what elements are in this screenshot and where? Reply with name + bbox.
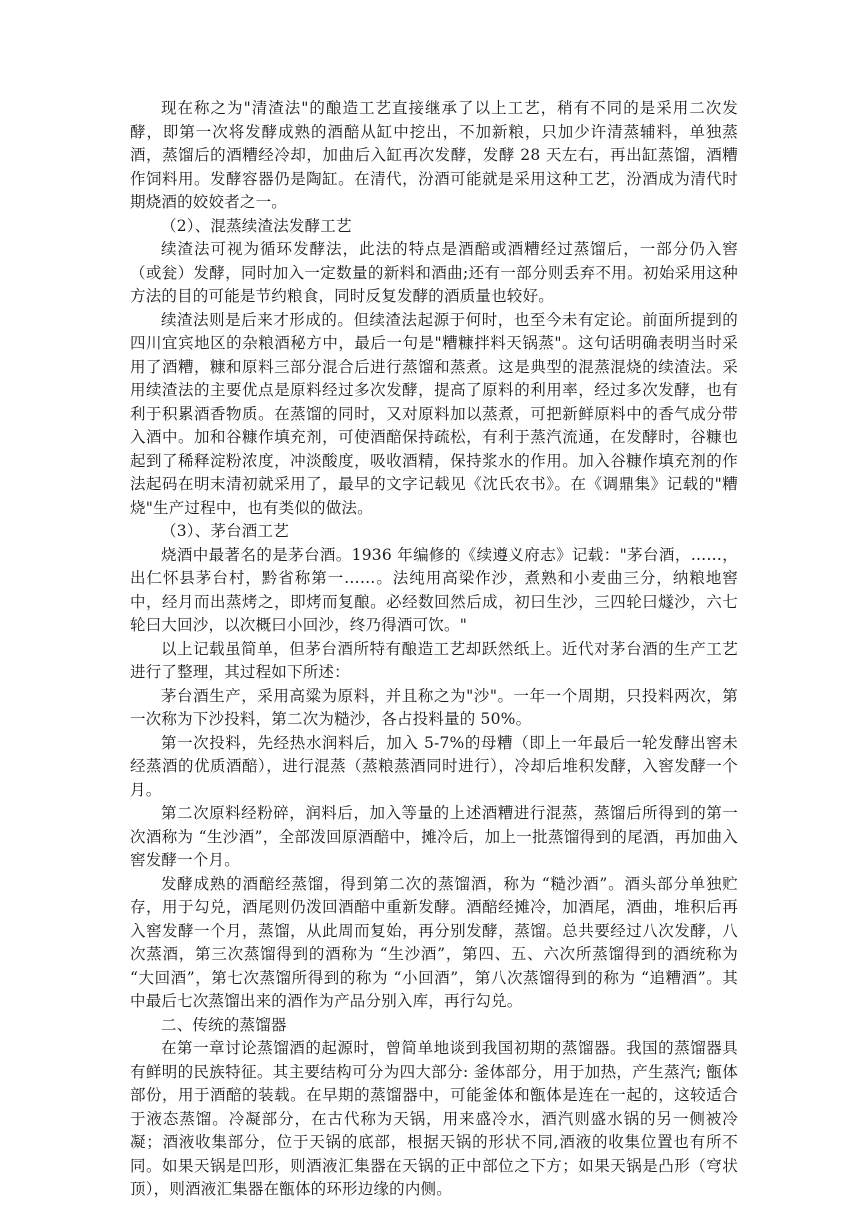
paragraph-maotai-summary: 以上记载虽简单，但茅台酒所特有酿造工艺却跃然纸上。近代对茅台酒的生产工艺进行了整理，其过程如下所述： — [130, 639, 738, 681]
paragraph-xuzha-origin: 续渣法则是后来才形成的。但续渣法起源于何时，也至今未有定论。前面所提到的四川宜宾地区的杂粮酒秘方中，最后一句是"糟糠拌料天锅蒸"。这句话明确表明当时采用了酒糟，糠和原料三部分混合后进行蒸馏和蒸煮。这是典型的混蒸混烧的续渣法。采用续渣法的主要优点是原料经过多次发酵，提高了原料的利用率，经过多次发酵，也有利于积累酒香物质。在蒸馏的同时，又对原料加以蒸煮，可把新鲜原料中的香气成分带入酒中。加和谷糠作填充剂，可使酒醅保持疏松，有利于蒸汽流通，在发酵时，谷糠也起到了稀释淀粉浓度，冲淡酸度，吸收酒精，保持浆水的作用。加入谷糠作填充剂的作法起码在明末清初就采用了，最早的文字记载见《沈氏农书》。在《调鼎集》记载的"糟烧"生产过程中，也有类似的做法。 — [130, 310, 738, 517]
paragraph-qingzha: 现在称之为"清渣法"的酿造工艺直接继承了以上工艺，稍有不同的是采用二次发酵，即第一次将发酵成熟的酒醅从缸中挖出，不加新粮，只加少许清蒸辅料，单独蒸酒，蒸馏后的酒糟经冷却，加曲后入缸再次发酵，发酵 28 天左右，再出缸蒸馏，酒糟作饲料用。发酵容器仍是陶缸。在清代，汾酒可能就是采用这种工艺，汾酒成为清代时期烧酒的姣姣者之一。 — [130, 99, 738, 211]
section-heading-2: （2）、混蒸续渣法发酵工艺 — [161, 216, 352, 235]
paragraph-maotai-production: 茅台酒生产，采用高粱为原料，并且称之为"沙"。一年一个周期，只投料两次，第一次称为下沙投料，第二次为糙沙，各占投料量的 50%。 — [130, 686, 738, 728]
section-heading-3: （3）、茅台酒工艺 — [161, 522, 289, 540]
paragraph-xuzha-definition: 续渣法可视为循环发酵法，此法的特点是酒醅或酒糟经过蒸馏后，一部分仍入窖（或瓮）发酵，同时加入一定数量的新料和酒曲;还有一部分则丢弃不用。初始采用这种方法的目的可能是节约粮食，同时反复发酵的酒质量也较好。 — [130, 240, 738, 305]
paragraph-distiller-structure: 在第一章讨论蒸馏酒的起源时，曾简单地谈到我国初期的蒸馏器。我国的蒸馏器具有鲜明的民族特征。其主要结构可分为四大部分: 釜体部分，用于加热，产生蒸汽; 甑体部份，用于酒醅的装载。在早期的蒸馏器中，可能釜体和甑体是连在一起的，这较适合于液态蒸馏。冷凝部分，在古代称为天锅，用来盛冷水，酒汽则盛水锅的另一侧被冷凝；酒液收集部分，位于天锅的底部，根据天锅的形状不同,酒液的收集位置也有所不同。如果天锅是凹形，则酒液汇集器在天锅的正中部位之下方；如果天锅是凸形（穹状顶），则酒液汇集器在甑体的环形边缘的内侧。 — [130, 1039, 738, 1198]
paragraph-second-feeding: 第二次原料经粉碎，润料后，加入等量的上述酒糟进行混蒸，蒸馏后所得到的第一次酒称为 “生沙酒”，全部泼回原酒醅中，摊冷后，加上一批蒸馏得到的尾酒，再加曲入窖发酵一个月。 — [130, 804, 738, 869]
paragraph-maotai-record: 烧酒中最著名的是茅台酒。1936 年编修的《续遵义府志》记载："茅台酒，……，出仁怀县茅台村，黔省称第一……。法纯用高梁作沙，煮熟和小麦曲三分，纳粮地窖中，经月而出蒸烤之，即烤而复酿。必经数回然后成，初曰生沙，三四轮曰燧沙，六七轮曰大回沙，以次概曰小回沙，终乃得酒可饮。" — [130, 545, 738, 634]
paragraph-first-feeding: 第一次投料，先经热水润料后，加入 5-7%的母糟（即上一年最后一轮发酵出窖未经蒸酒的优质酒醅），进行混蒸（蒸粮蒸酒同时进行），冷却后堆积发酵，入窖发酵一个月。 — [130, 733, 738, 799]
section-heading-distiller: 二、传统的蒸馏器 — [161, 1015, 287, 1034]
paragraph-fermentation-cycle: 发酵成熟的酒醅经蒸馏，得到第二次的蒸馏酒，称为 “糙沙酒”。酒头部分单独贮存，用于勾兑，酒尾则仍泼回酒醅中重新发酵。酒醅经摊冷，加酒尾，酒曲，堆积后再入窖发酵一个月，蒸馏，从此周而复始，再分别发酵，蒸馏。总共要经过八次发酵，八次蒸酒，第三次蒸馏得到的酒称为 “生沙酒”，第四、五、六次所蒸馏得到的酒统称为 “大回酒”，第七次蒸馏所得到的称为 “小回酒”，第八次蒸馏得到的称为 “追糟酒”。其中最后七次蒸馏出来的酒作为产品分别入库，再行勾兑。 — [130, 874, 738, 1010]
document-body — [130, 97, 738, 1202]
